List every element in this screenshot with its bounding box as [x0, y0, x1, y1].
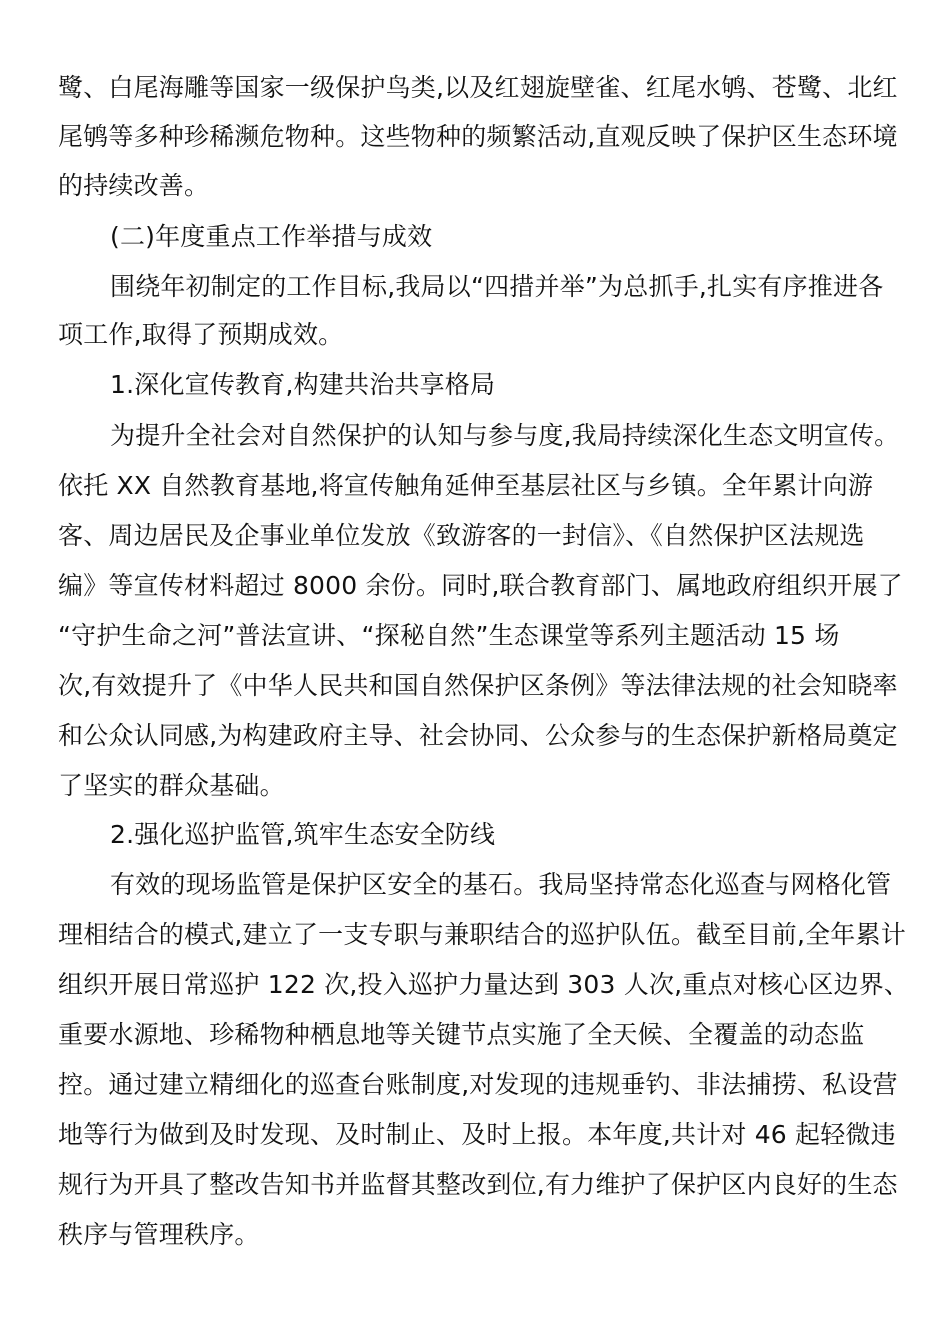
paragraph-first-line: 有效的现场监管是保护区安全的基石。我局坚持常态化巡查与网格化管	[110, 870, 892, 899]
body-text-line: 尾鸲等多种珍稀濒危物种。这些物种的频繁活动,直观反映了保护区生态环境	[58, 122, 898, 151]
body-text-line: 控。通过建立精细化的巡查台账制度,对发现的违规垂钓、非法捕捞、私设营	[58, 1070, 898, 1099]
body-text-line: 鹭、白尾海雕等国家一级保护鸟类,以及红翅旋壁雀、红尾水鸲、苍鹭、北红	[58, 73, 898, 102]
body-text-line: 理相结合的模式,建立了一支专职与兼职结合的巡护队伍。截至目前,全年累计	[58, 920, 906, 949]
body-text-line: 的持续改善。	[58, 171, 210, 200]
body-text-line: 秩序与管理秩序。	[58, 1220, 260, 1249]
body-text-line: 地等行为做到及时发现、及时制止、及时上报。本年度,共计对 46 起轻微违	[58, 1120, 896, 1149]
body-text-line: 规行为开具了整改告知书并监督其整改到位,有力维护了保护区内良好的生态	[58, 1170, 898, 1199]
section-heading: (二)年度重点工作举措与成效	[110, 222, 433, 251]
body-text-line: 依托 XX 自然教育基地,将宣传触角延伸至基层社区与乡镇。全年累计向游	[58, 471, 874, 500]
paragraph-first-line: 为提升全社会对自然保护的认知与参与度,我局持续深化生态文明宣传。	[110, 421, 900, 450]
body-text-line: 项工作,取得了预期成效。	[58, 320, 344, 349]
paragraph-first-line: 围绕年初制定的工作目标,我局以“四措并举”为总抓手,扎实有序推进各	[110, 272, 884, 301]
subsection-heading: 2.强化巡护监管,筑牢生态安全防线	[110, 820, 496, 849]
body-text-line: 客、周边居民及企事业单位发放《致游客的一封信》、《自然保护区法规选	[58, 521, 865, 550]
body-text-line: 重要水源地、珍稀物种栖息地等关键节点实施了全天候、全覆盖的动态监	[58, 1020, 865, 1049]
body-text-line: 了坚实的群众基础。	[58, 771, 285, 800]
body-text-line: 次,有效提升了《中华人民共和国自然保护区条例》等法律法规的社会知晓率	[58, 671, 898, 700]
subsection-heading: 1.深化宣传教育,构建共治共享格局	[110, 370, 496, 399]
body-text-line: 编》等宣传材料超过 8000 余份。同时,联合教育部门、属地政府组织开展了	[58, 571, 903, 600]
body-text-line: “守护生命之河”普法宣讲、“探秘自然”生态课堂等系列主题活动 15 场	[58, 621, 840, 650]
body-text-line: 组织开展日常巡护 122 次,投入巡护力量达到 303 人次,重点对核心区边界、	[58, 970, 910, 999]
body-text-line: 和公众认同感,为构建政府主导、社会协同、公众参与的生态保护新格局奠定	[58, 721, 898, 750]
